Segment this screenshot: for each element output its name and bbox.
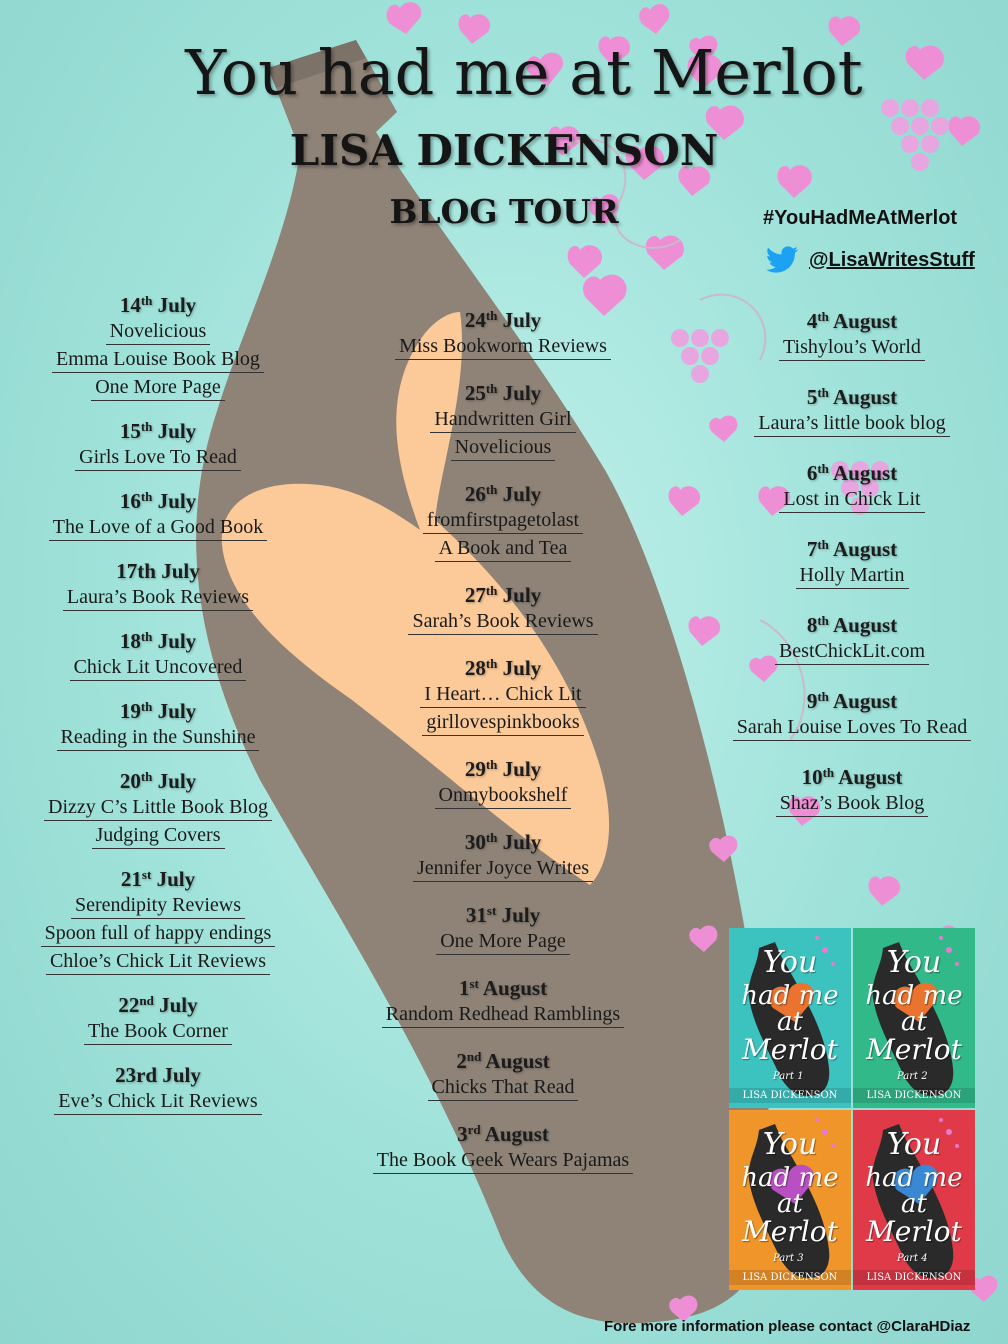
- blog-list: [8, 725, 308, 753]
- blog-link[interactable]: Chick Lit Uncovered: [70, 655, 247, 681]
- tour-date: [353, 1121, 653, 1148]
- tour-date: [702, 612, 1002, 639]
- blog-list: [353, 929, 653, 957]
- tour-date: [8, 558, 308, 585]
- blog-list: [702, 411, 1002, 439]
- cover-title-line3: Merlot: [742, 1215, 838, 1248]
- tour-date: [8, 418, 308, 445]
- date-month: August: [828, 385, 898, 409]
- tour-entry: [8, 698, 308, 753]
- cover-part: Part 3: [773, 1253, 804, 1264]
- cover-title-line3: Merlot: [866, 1033, 962, 1066]
- date-suffix: st: [469, 976, 479, 991]
- blog-link[interactable]: Sarah Louise Loves To Read: [733, 715, 971, 741]
- cover-author: LISA DICKENSON: [729, 1270, 851, 1285]
- blog-link[interactable]: The Book Geek Wears Pajamas: [373, 1148, 633, 1174]
- date-month: July: [497, 381, 542, 405]
- cover-title-line2: had me at: [741, 1163, 839, 1219]
- tour-entry: [8, 1062, 308, 1117]
- blog-link[interactable]: The Book Corner: [84, 1019, 232, 1045]
- blog-list: [353, 1002, 653, 1030]
- twitter-row: [765, 246, 975, 274]
- tour-date: [353, 582, 653, 609]
- date-day: 26: [464, 482, 486, 506]
- date-month: August: [478, 976, 548, 1000]
- cover-author: LISA DICKENSON: [729, 1088, 851, 1103]
- tour-date: [353, 481, 653, 508]
- cover-title-line1: You: [886, 945, 942, 980]
- date-day: 5: [806, 385, 818, 409]
- blog-link[interactable]: Onmybookshelf: [435, 783, 572, 809]
- blog-link[interactable]: I Heart… Chick Lit: [420, 682, 585, 708]
- blog-link[interactable]: BestChickLit.com: [775, 639, 929, 665]
- date-day: 15: [119, 419, 141, 443]
- tour-date: [702, 536, 1002, 563]
- tour-date: [8, 866, 308, 893]
- contact-footer: Fore more information please contact @ClaraHDiaz: [604, 1318, 971, 1335]
- tour-entry: [353, 1048, 653, 1103]
- date-month: July: [152, 769, 197, 793]
- tour-entry: [702, 764, 1002, 819]
- blog-list: [8, 319, 308, 403]
- tour-date: [353, 380, 653, 407]
- blog-list: [8, 515, 308, 543]
- blog-list: [702, 715, 1002, 743]
- blog-link[interactable]: Chloe’s Chick Lit Reviews: [46, 949, 270, 975]
- tour-entry: [702, 612, 1002, 667]
- blog-link[interactable]: Girls Love To Read: [75, 445, 241, 471]
- tour-entry: [353, 1121, 653, 1176]
- date-suffix: st: [141, 867, 152, 882]
- date-suffix: th: [485, 381, 498, 396]
- date-month: July: [157, 1063, 201, 1087]
- date-month: July: [152, 419, 197, 443]
- date-day: 27: [464, 583, 486, 607]
- date-suffix: th: [817, 613, 829, 628]
- date-suffix: th: [817, 385, 829, 400]
- blog-link[interactable]: Emma Louise Book Blog: [52, 347, 264, 373]
- blog-link[interactable]: Tishylou’s World: [779, 335, 925, 361]
- tour-entry: [8, 628, 308, 683]
- date-month: July: [497, 757, 542, 781]
- book-cover: [729, 1110, 851, 1290]
- tour-date: [353, 902, 653, 929]
- cover-title-line2: had me at: [865, 1163, 963, 1219]
- date-day: 31: [465, 903, 487, 927]
- tour-entry: [702, 308, 1002, 363]
- blog-link[interactable]: One More Page: [91, 375, 225, 401]
- tour-entry: [353, 307, 653, 362]
- cover-title-line2: had me at: [741, 981, 839, 1037]
- date-month: July: [152, 489, 197, 513]
- blog-list: [8, 795, 308, 851]
- tour-entry: [353, 380, 653, 463]
- blog-list: [702, 639, 1002, 667]
- book-covers-grid: [729, 928, 975, 1290]
- blog-link[interactable]: Serendipity Reviews: [71, 893, 245, 919]
- cover-title-line2: had me at: [865, 981, 963, 1037]
- tour-date: [8, 768, 308, 795]
- blog-link[interactable]: Jennifer Joyce Writes: [413, 856, 593, 882]
- date-suffix: th: [485, 757, 498, 772]
- poster-title: You had me at Merlot: [185, 36, 863, 109]
- bird-icon: [765, 246, 799, 274]
- date-month: July: [497, 482, 542, 506]
- blog-list: [353, 1075, 653, 1103]
- date-day: 25: [464, 381, 486, 405]
- cover-part: Part 4: [897, 1253, 928, 1264]
- tour-entry: [353, 829, 653, 884]
- blog-list: [702, 487, 1002, 515]
- tour-date: [702, 460, 1002, 487]
- date-day: 1: [458, 976, 470, 1000]
- blog-link[interactable]: Laura’s little book blog: [754, 411, 949, 437]
- tour-date: [353, 1048, 653, 1075]
- date-day: 2: [456, 1049, 467, 1073]
- cover-author: LISA DICKENSON: [853, 1270, 975, 1285]
- date-month: August: [834, 765, 903, 789]
- blog-link[interactable]: Handwritten Girl: [430, 407, 575, 433]
- blog-list: [353, 407, 653, 463]
- date-suffix: th: [485, 583, 498, 598]
- blog-link[interactable]: Laura’s Book Reviews: [63, 585, 253, 611]
- date-suffix: st: [486, 903, 497, 918]
- blog-link[interactable]: The Love of a Good Book: [49, 515, 268, 541]
- date-day: 21: [120, 867, 142, 891]
- date-suffix: th: [485, 830, 498, 845]
- blog-list: [8, 893, 308, 977]
- blog-link[interactable]: A Book and Tea: [435, 536, 572, 562]
- blog-link[interactable]: Holly Martin: [796, 563, 909, 589]
- date-suffix: th: [140, 629, 153, 644]
- cover-author: LISA DICKENSON: [853, 1088, 975, 1103]
- date-month: July: [497, 583, 542, 607]
- tour-date: [8, 628, 308, 655]
- schedule-column-left: [8, 292, 308, 1132]
- tour-date: [702, 764, 1002, 791]
- tour-entry: [353, 975, 653, 1030]
- tour-date: [702, 384, 1002, 411]
- date-suffix: th: [485, 308, 498, 323]
- date-day: 29: [464, 757, 486, 781]
- tour-entry: [353, 481, 653, 564]
- date-suffix: th: [140, 419, 153, 434]
- blog-list: [353, 508, 653, 564]
- tour-entry: [8, 992, 308, 1047]
- tour-date: [353, 829, 653, 856]
- tour-date: [353, 307, 653, 334]
- date-suffix: th: [140, 699, 153, 714]
- blog-list: [353, 1148, 653, 1176]
- date-month: July: [152, 293, 197, 317]
- blog-list: [353, 783, 653, 811]
- date-day: 30: [464, 830, 486, 854]
- date-suffix: th: [817, 461, 829, 476]
- tour-entry: [8, 488, 308, 543]
- date-day: 9: [806, 689, 818, 713]
- tour-entry: [8, 558, 308, 613]
- date-day: 3: [457, 1122, 468, 1146]
- date-month: August: [828, 537, 898, 561]
- date-month: July: [153, 993, 198, 1017]
- blog-list: [702, 335, 1002, 363]
- blog-list: [8, 585, 308, 613]
- tour-entry: [353, 902, 653, 957]
- date-suffix: th: [485, 656, 498, 671]
- date-month: July: [496, 903, 541, 927]
- cover-title-line1: You: [886, 1127, 942, 1162]
- schedule-column-middle: [353, 307, 653, 1194]
- date-suffix: th: [140, 489, 153, 504]
- blog-list: [353, 609, 653, 637]
- date-day: 6: [806, 461, 818, 485]
- tour-label: BLOG TOUR: [389, 192, 619, 231]
- date-day: 28: [464, 656, 486, 680]
- cover-title-line3: Merlot: [866, 1215, 962, 1248]
- tour-date: [8, 1062, 308, 1089]
- tour-date: [8, 292, 308, 319]
- tour-date: [353, 655, 653, 682]
- tour-date: [8, 992, 308, 1019]
- blog-list: [353, 334, 653, 362]
- date-day: 8: [806, 613, 818, 637]
- date-month: August: [480, 1122, 549, 1146]
- date-suffix: th: [140, 769, 153, 784]
- date-suffix: th: [817, 309, 829, 324]
- blog-link[interactable]: Lost in Chick Lit: [779, 487, 924, 513]
- date-suffix: rd: [467, 1122, 481, 1137]
- date-day: 19: [119, 699, 141, 723]
- date-month: July: [497, 830, 542, 854]
- tour-entry: [702, 536, 1002, 591]
- book-cover: [853, 928, 975, 1108]
- hashtag: #YouHadMeAtMerlot: [763, 207, 958, 229]
- tour-entry: [353, 582, 653, 637]
- date-month: July: [155, 559, 200, 583]
- date-month: August: [828, 461, 898, 485]
- blog-link[interactable]: girllovespinkbooks: [422, 710, 583, 736]
- date-day: 23rd: [115, 1063, 158, 1087]
- blog-list: [8, 1089, 308, 1117]
- tour-date: [702, 308, 1002, 335]
- blog-list: [702, 563, 1002, 591]
- twitter-handle[interactable]: @LisaWritesStuff: [809, 248, 975, 271]
- blog-link[interactable]: Reading in the Sunshine: [57, 725, 260, 751]
- blog-link[interactable]: Novelicious: [451, 435, 556, 461]
- date-month: August: [828, 689, 898, 713]
- blog-link[interactable]: Judging Covers: [92, 823, 225, 849]
- tour-entry: [8, 866, 308, 977]
- date-suffix: nd: [466, 1049, 482, 1064]
- blog-link[interactable]: Shaz’s Book Blog: [776, 791, 928, 817]
- blog-list: [8, 655, 308, 683]
- date-month: July: [497, 656, 542, 680]
- date-month: July: [151, 867, 196, 891]
- blog-link[interactable]: Novelicious: [106, 319, 211, 345]
- date-day: 18: [119, 629, 141, 653]
- tour-date: [8, 488, 308, 515]
- blog-link[interactable]: fromfirstpagetolast: [423, 508, 583, 534]
- date-suffix: nd: [139, 993, 154, 1008]
- schedule-column-right: [702, 308, 1002, 840]
- blog-link[interactable]: Dizzy C’s Little Book Blog: [44, 795, 272, 821]
- date-day: 20: [119, 769, 141, 793]
- blog-link[interactable]: Sarah’s Book Reviews: [408, 609, 597, 635]
- tour-date: [8, 698, 308, 725]
- book-cover: [729, 928, 851, 1108]
- date-suffix: th: [140, 293, 153, 308]
- cover-part: Part 2: [897, 1071, 928, 1082]
- date-day: 16: [119, 489, 141, 513]
- date-day: 24: [464, 308, 486, 332]
- blog-link[interactable]: Miss Bookworm Reviews: [395, 334, 611, 360]
- blog-link[interactable]: One More Page: [436, 929, 570, 955]
- date-day: 17th: [116, 559, 156, 583]
- blog-link[interactable]: Spoon full of happy endings: [41, 921, 276, 947]
- tour-entry: [8, 418, 308, 473]
- date-month: July: [152, 699, 197, 723]
- tour-entry: [702, 384, 1002, 439]
- date-day: 22: [118, 993, 140, 1017]
- blog-link[interactable]: Chicks That Read: [428, 1075, 579, 1101]
- date-day: 14: [119, 293, 141, 317]
- tour-date: [353, 756, 653, 783]
- date-month: August: [481, 1049, 550, 1073]
- blog-list: [353, 682, 653, 738]
- date-month: July: [152, 629, 197, 653]
- blog-list: [353, 856, 653, 884]
- date-suffix: th: [485, 482, 498, 497]
- book-cover: [853, 1110, 975, 1290]
- tour-entry: [353, 756, 653, 811]
- blog-list: [8, 445, 308, 473]
- author-name: LISA DICKENSON: [289, 126, 719, 175]
- blog-link[interactable]: Eve’s Chick Lit Reviews: [54, 1089, 261, 1115]
- date-suffix: th: [817, 537, 829, 552]
- date-month: July: [497, 308, 542, 332]
- blog-link[interactable]: Random Redhead Ramblings: [382, 1002, 624, 1028]
- date-suffix: th: [817, 689, 829, 704]
- cover-title-line1: You: [762, 945, 818, 980]
- tour-date: [702, 688, 1002, 715]
- date-day: 10: [801, 765, 823, 789]
- cover-part: Part 1: [773, 1071, 804, 1082]
- tour-date: [353, 975, 653, 1002]
- date-month: August: [828, 613, 898, 637]
- cover-title-line3: Merlot: [742, 1033, 838, 1066]
- tour-entry: [8, 768, 308, 851]
- date-month: August: [828, 309, 898, 333]
- date-day: 4: [806, 309, 818, 333]
- cover-title-line1: You: [762, 1127, 818, 1162]
- blog-list: [702, 791, 1002, 819]
- tour-entry: [702, 688, 1002, 743]
- tour-entry: [702, 460, 1002, 515]
- blog-list: [8, 1019, 308, 1047]
- date-day: 7: [806, 537, 818, 561]
- tour-entry: [8, 292, 308, 403]
- date-suffix: th: [822, 765, 835, 780]
- tour-entry: [353, 655, 653, 738]
